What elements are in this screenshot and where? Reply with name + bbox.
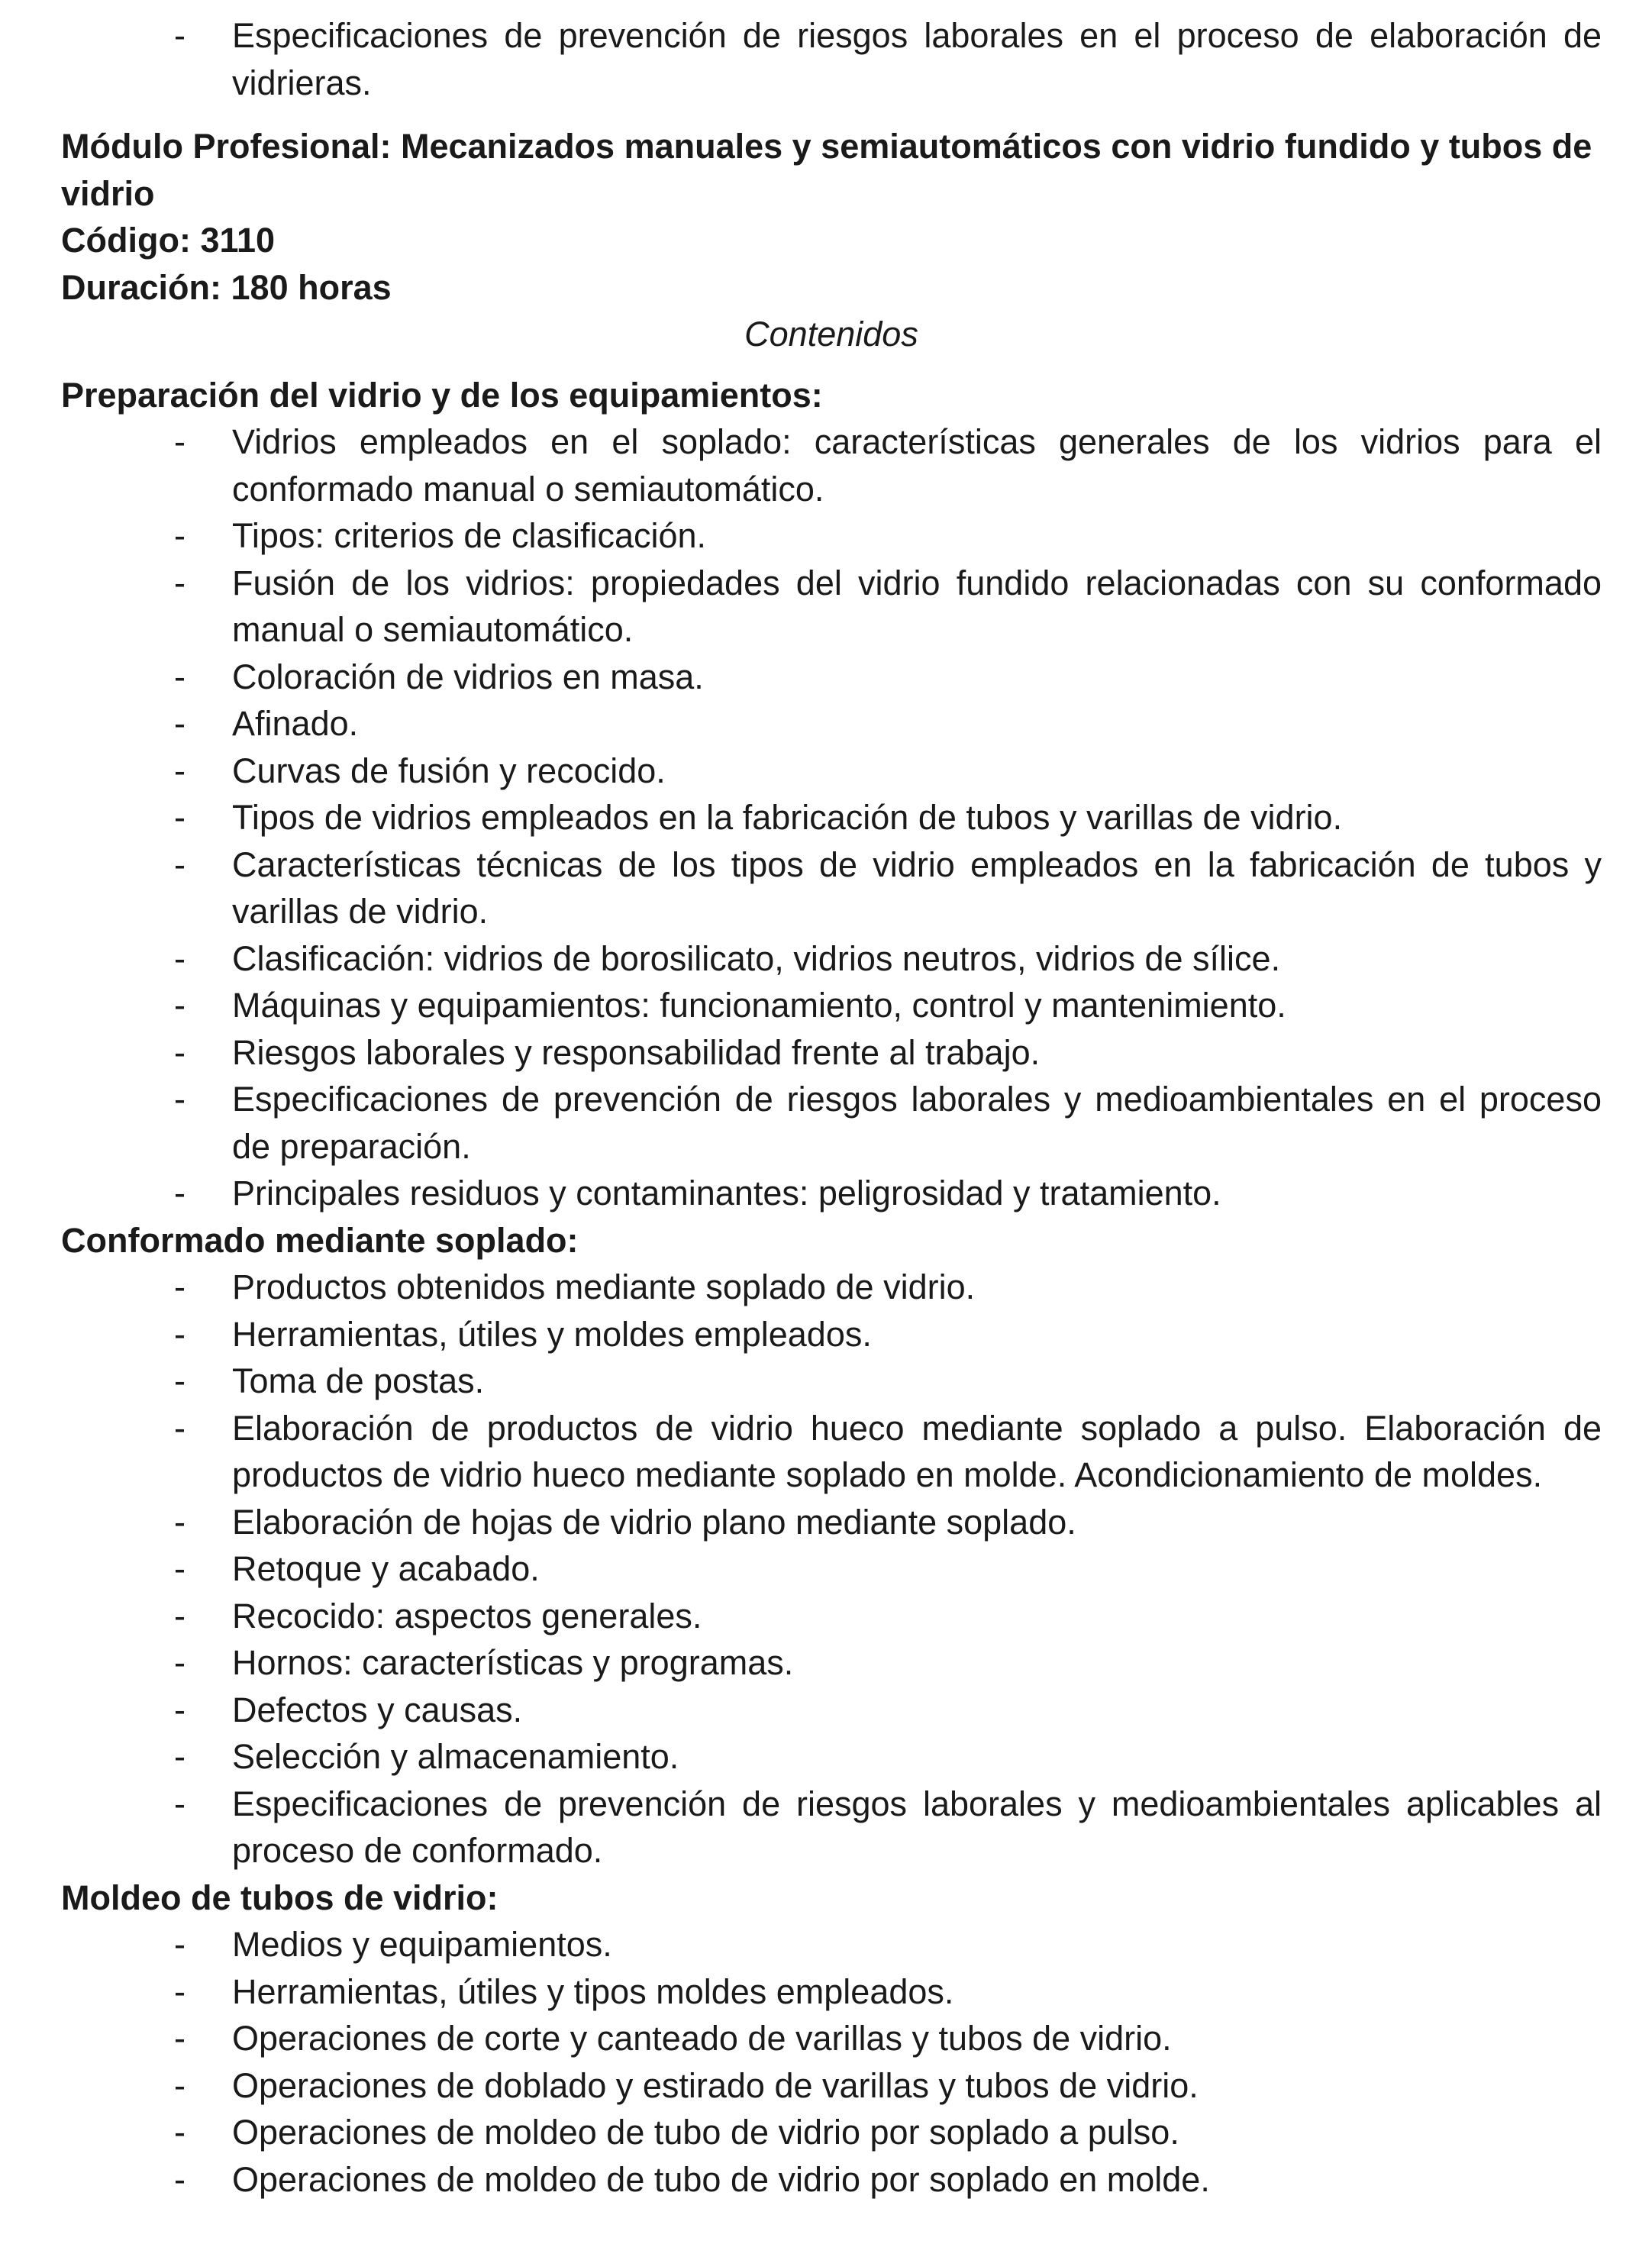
module-title: Módulo Profesional: Mecanizados manuales y semiautomáticos con vidrio fundido y tubos de vidrio: [61, 127, 1592, 213]
list-item: [61, 512, 1602, 560]
section-title: Preparación del vidrio y de los equipamientos:: [61, 375, 823, 415]
list-item: [61, 747, 1602, 795]
list-item-text: Defectos y causas.: [232, 1690, 523, 1729]
bullet-dash: -: [174, 1596, 186, 1635]
list-item-text: Selección y almacenamiento.: [232, 1737, 679, 1776]
bullet-dash: -: [174, 1690, 186, 1729]
list-item-text: Hornos: características y programas.: [232, 1643, 794, 1682]
list-item-text: Principales residuos y contaminantes: peligrosidad y tratamiento.: [232, 1174, 1221, 1212]
list-item: [61, 1170, 1602, 1217]
module-code: Código: 3110: [61, 221, 276, 260]
list-item-text: Fusión de los vidrios: propiedades del vidrio fundido relacionadas con su conformado manual o semiautomático.: [232, 563, 1602, 649]
bullet-dash: -: [174, 1408, 186, 1448]
bullet-dash: -: [174, 657, 186, 696]
bullet-dash: -: [174, 844, 186, 884]
bullet-dash: -: [174, 1971, 186, 2011]
list-item: [61, 982, 1602, 1029]
list-item-text: Elaboración de hojas de vidrio plano mediante soplado.: [232, 1502, 1076, 1542]
list-item: [61, 700, 1602, 747]
list-item: [61, 560, 1602, 654]
list-item: [61, 1781, 1602, 1874]
content-section: [61, 1874, 1602, 2204]
bullet-dash: -: [174, 1643, 186, 1682]
bullet-dash: -: [174, 516, 186, 555]
list-item: [61, 935, 1602, 983]
list-item-text: Afinado.: [232, 704, 359, 743]
list-item-text: Máquinas y equipamientos: funcionamiento, control y mantenimiento.: [232, 986, 1286, 1025]
bullet-dash: -: [174, 704, 186, 743]
bullet-dash: -: [174, 1784, 186, 1823]
list-item-text: Especificaciones de prevención de riesgos laborales en el proceso de elaboración de vidrieras.: [232, 16, 1602, 102]
list-item-text: Operaciones de corte y canteado de varillas y tubos de vidrio.: [232, 2019, 1172, 2058]
section-title: Moldeo de tubos de vidrio:: [61, 1878, 499, 1917]
bullet-dash: -: [174, 986, 186, 1025]
list-item-text: Coloración de vidrios en masa.: [232, 657, 704, 696]
list-item: [61, 1499, 1602, 1546]
bullet-dash: -: [174, 1174, 186, 1212]
bullet-dash: -: [174, 1502, 186, 1542]
sections: [61, 372, 1602, 2204]
list-item: [61, 418, 1602, 512]
bullet-dash: -: [174, 1737, 186, 1776]
bullet-dash: -: [174, 2065, 186, 2105]
list-item-text: Recocido: aspectos generales.: [232, 1596, 702, 1635]
list-item-text: Operaciones de doblado y estirado de varillas y tubos de vidrio.: [232, 2065, 1199, 2105]
list-item: [61, 2156, 1602, 2204]
list-item-text: Características técnicas de los tipos de vidrio empleados en la fabricación de tubos y varillas de vidrio.: [232, 844, 1602, 931]
contents-heading: Contenidos: [744, 315, 918, 354]
bullet-dash: -: [174, 798, 186, 837]
bullet-dash: -: [174, 2113, 186, 2152]
list-item: [61, 1264, 1602, 1311]
module-duration: Duración: 180 horas: [61, 267, 392, 307]
document-page: [61, 12, 1602, 2203]
list-item-text: Tipos de vidrios empleados en la fabricación de tubos y varillas de vidrio.: [232, 798, 1343, 837]
list-item-text: Especificaciones de prevención de riesgos laborales y medioambientales aplicables al proceso de conformado.: [232, 1784, 1602, 1870]
bullet-dash: -: [174, 2019, 186, 2058]
list-item-text: Herramientas, útiles y tipos moldes empleados.: [232, 1971, 954, 2011]
bullet-dash: -: [174, 751, 186, 790]
bullet-dash: -: [174, 1314, 186, 1354]
list-item-text: Operaciones de moldeo de tubo de vidrio por soplado en molde.: [232, 2159, 1210, 2199]
content-section: [61, 372, 1602, 1217]
bullet-dash: -: [174, 938, 186, 978]
list-item: [61, 1968, 1602, 2016]
list-item-text: Medios y equipamientos.: [232, 1925, 612, 1964]
list-item: [61, 1687, 1602, 1734]
list-item-text: Especificaciones de prevención de riesgos laborales y medioambientales en el proceso de preparación.: [232, 1080, 1602, 1166]
section-title: Conformado mediante soplado:: [61, 1220, 579, 1260]
list-item: [61, 841, 1602, 935]
list-item: [61, 2062, 1602, 2110]
bullet-dash: -: [174, 1925, 186, 1964]
list-item-text: Tipos: criterios de clasificación.: [232, 516, 707, 555]
list-item: [61, 1921, 1602, 1968]
list-item-text: Curvas de fusión y recocido.: [232, 751, 666, 790]
list-item-text: Toma de postas.: [232, 1361, 485, 1400]
list-item: [61, 1311, 1602, 1358]
list-item: [61, 1593, 1602, 1640]
bullet-dash: -: [174, 1080, 186, 1119]
bullet-dash: -: [174, 1267, 186, 1306]
list-item-text: Riesgos laborales y responsabilidad frente al trabajo.: [232, 1032, 1041, 1072]
list-item-text: Productos obtenidos mediante soplado de vidrio.: [232, 1267, 976, 1306]
list-item: [61, 654, 1602, 701]
content-section: [61, 1217, 1602, 1874]
list-item-text: Operaciones de moldeo de tubo de vidrio por soplado a pulso.: [232, 2113, 1179, 2152]
list-item: [61, 1545, 1602, 1593]
list-item-text: Retoque y acabado.: [232, 1549, 540, 1588]
list-item: [61, 794, 1602, 841]
bullet-dash: -: [174, 563, 186, 602]
list-item-text: Clasificación: vidrios de borosilicato, vidrios neutros, vidrios de sílice.: [232, 938, 1281, 978]
list-item: [61, 1405, 1602, 1499]
bullet-dash: -: [174, 16, 186, 55]
bullet-dash: -: [174, 1549, 186, 1588]
list-item: [61, 12, 1602, 106]
top-list: [61, 12, 1602, 106]
list-item: [61, 1358, 1602, 1405]
list-item: [61, 2015, 1602, 2062]
list-item-text: Herramientas, útiles y moldes empleados.: [232, 1314, 872, 1354]
list-item: [61, 2109, 1602, 2156]
bullet-dash: -: [174, 1361, 186, 1400]
list-item: [61, 1076, 1602, 1170]
bullet-dash: -: [174, 2159, 186, 2199]
list-item: [61, 1639, 1602, 1687]
list-item: [61, 1733, 1602, 1781]
list-item-text: Vidrios empleados en el soplado: características generales de los vidrios para el conformado manual o semiautomático.: [232, 422, 1602, 509]
bullet-dash: -: [174, 1032, 186, 1072]
list-item-text: Elaboración de productos de vidrio hueco mediante soplado a pulso. Elaboración de productos de vidrio hueco mediante soplado en molde. Acondicionamiento de moldes.: [232, 1408, 1602, 1494]
list-item: [61, 1029, 1602, 1077]
bullet-dash: -: [174, 422, 186, 461]
